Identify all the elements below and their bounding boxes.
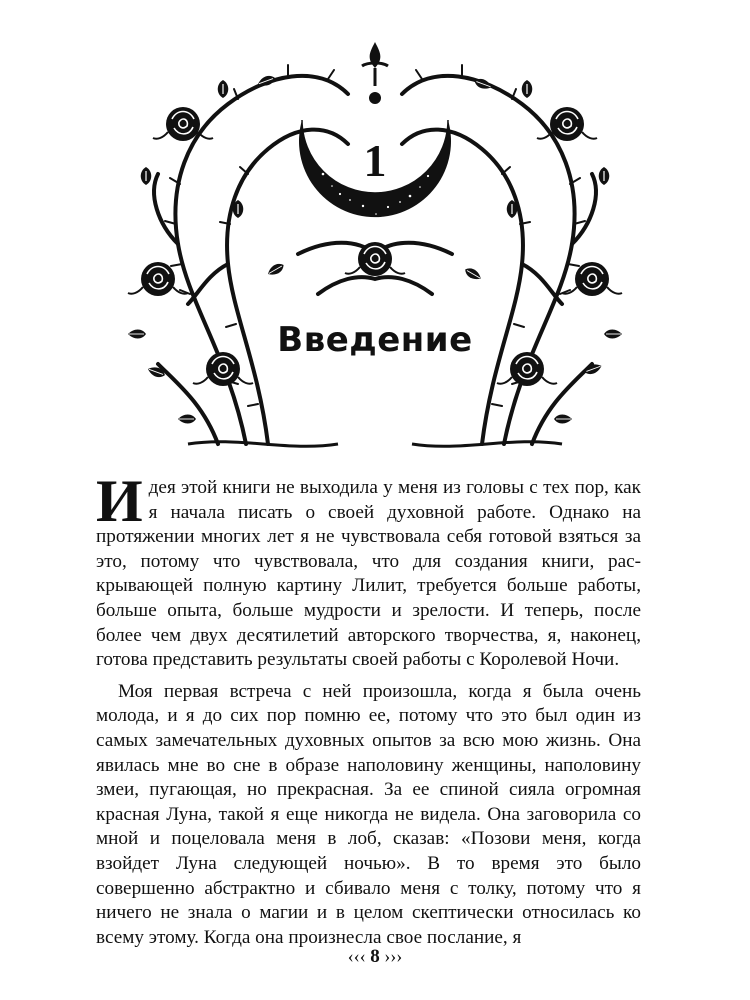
paragraph-2: Моя первая встреча с ней произошла, когда я была очень молода, и я до сих пор помню ее, потому что это был один из самых замечательных духовных опытов за всю мою жизнь. Она явилась мне во сне в образе наполовину женщины, наполовину змеи, пугающая, но прекрасная. За ее спиной сияла огромная красная Луна, такой я еще никогда не видела. Она заговорила со мной и поцеловала меня в лоб, сказав: «Позови меня, когда взойдет Луна следующей ночью». В то время это было совершенно абстрактно и сбивало меня с толку, потому что я ничего не знала о магии и в целом скептически относилась ко всему этому. Когда она произнесла свое послание, я: [96, 680, 641, 948]
paragraph-1: [96, 468, 641, 673]
body-text: [96, 468, 641, 950]
folio-right-ornament: ›››: [384, 946, 403, 966]
rose-vine-arch-ornament: [118, 24, 632, 456]
drop-cap: И: [96, 468, 143, 534]
folio-left-ornament: ‹‹‹: [347, 946, 366, 966]
page-number: [0, 946, 750, 968]
chapter-title: Введение: [277, 320, 473, 360]
paragraph-1-text: дея этой книги не выходила у меня из головы с тех пор, как я начала писать о своей духовной работе. Однако на протяжении многих лет я не чувствовала себя готовой взяться за это, потому что чувствовала, что для создания книги, раскрывающей полную картину Лилит, требуется больше работы, больше опыта, больше мудрости и зрелости. И теперь, после более чем двух десятилетий авторского творчества, я, наконец, готова представить результаты своей работы с Королевой Ночи.: [96, 477, 641, 671]
page-number-value: 8: [370, 946, 380, 967]
chapter-number: 1: [363, 135, 387, 186]
